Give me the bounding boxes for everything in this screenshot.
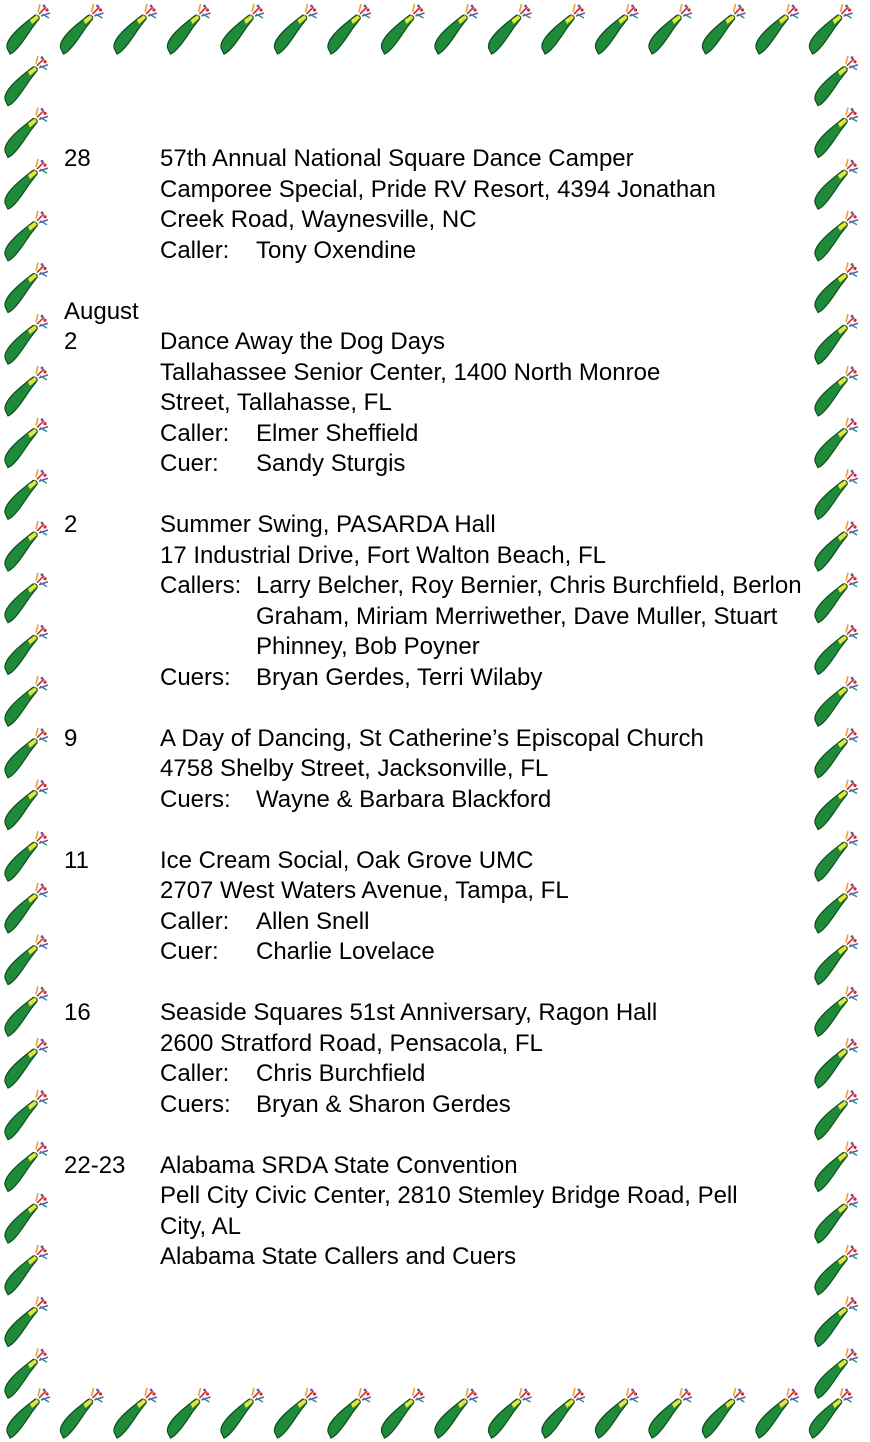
event-role	[160, 937, 814, 968]
champagne-bottle-icon	[5, 159, 48, 209]
event-details	[160, 327, 814, 480]
event-details	[160, 510, 814, 693]
event-line: Camporee Special, Pride RV Resort, 4394 Jonathan	[160, 175, 716, 203]
role-names: Tony Oxendine	[256, 236, 417, 264]
champagne-bottle-icon	[5, 469, 48, 519]
event-entry	[64, 144, 814, 266]
champagne-bottle-icon	[7, 4, 50, 54]
role-names: Allen Snell	[256, 907, 370, 935]
champagne-bottle-icon	[595, 1388, 638, 1438]
champagne-bottle-icon	[5, 935, 48, 985]
champagne-bottle-icon	[815, 159, 858, 209]
event-role	[160, 663, 814, 694]
event-role	[160, 419, 814, 450]
event-line: 57th Annual National Square Dance Camper	[160, 145, 634, 172]
event-details	[160, 144, 814, 266]
event-line: 4758 Shelby Street, Jacksonville, FL	[160, 755, 549, 782]
champagne-bottle-icon	[815, 986, 858, 1036]
role-names: Sandy Sturgis	[256, 450, 406, 477]
champagne-bottle-icon	[5, 573, 48, 623]
champagne-bottle-icon	[167, 4, 210, 54]
champagne-bottle-icon	[381, 4, 424, 54]
champagne-bottle-icon	[114, 1388, 157, 1438]
champagne-bottle-icon	[815, 624, 858, 674]
champagne-bottle-icon	[809, 1388, 852, 1438]
event-entry	[64, 1151, 814, 1273]
event-details	[160, 724, 814, 816]
event-line: Creek Road, Waynesville, NC	[160, 206, 477, 233]
champagne-bottle-icon	[815, 1090, 858, 1140]
champagne-bottle-icon	[435, 4, 478, 54]
role-label: Callers:	[160, 572, 242, 599]
event-date: 16	[64, 999, 91, 1026]
champagne-bottle-icon	[328, 1388, 371, 1438]
champagne-bottle-icon	[221, 4, 264, 54]
champagne-bottle-icon	[542, 1388, 585, 1438]
champagne-bottle-icon	[5, 211, 48, 261]
champagne-bottle-icon	[5, 1141, 48, 1191]
champagne-bottle-icon	[5, 831, 48, 881]
event-entry	[64, 998, 814, 1120]
event-entry	[64, 724, 814, 816]
event-role	[160, 449, 814, 480]
event-line: Summer Swing, PASARDA Hall	[160, 511, 496, 538]
event-role	[160, 907, 814, 938]
champagne-bottle-icon	[815, 573, 858, 623]
champagne-bottle-icon	[274, 4, 317, 54]
event-details	[160, 998, 814, 1120]
champagne-bottle-icon	[815, 211, 858, 261]
event-role	[160, 571, 814, 663]
champagne-bottle-icon	[815, 1193, 858, 1243]
champagne-bottle-icon	[595, 4, 638, 54]
july-events	[64, 144, 814, 266]
champagne-bottle-icon	[815, 1141, 858, 1191]
event-date: 28	[64, 145, 91, 172]
event-line: 2707 West Waters Avenue, Tampa, FL	[160, 877, 569, 904]
champagne-bottle-icon	[5, 1038, 48, 1088]
champagne-bottle-icon	[435, 1388, 478, 1438]
event-line: Ice Cream Social, Oak Grove UMC	[160, 846, 534, 874]
champagne-bottle-icon	[167, 1388, 210, 1438]
event-role	[160, 1059, 814, 1090]
champagne-bottle-icon	[5, 314, 48, 364]
event-date: 2	[64, 511, 78, 538]
champagne-bottle-icon	[815, 418, 858, 468]
event-line: Alabama State Callers and Cuers	[160, 1243, 517, 1270]
role-names: Chris Burchfield	[256, 1060, 426, 1087]
champagne-bottle-icon	[114, 4, 157, 54]
role-label: Cuer:	[160, 450, 219, 477]
event-date: 2	[64, 328, 78, 355]
champagne-bottle-icon	[5, 1193, 48, 1243]
role-label: Cuers:	[160, 785, 231, 813]
champagne-bottle-icon	[5, 1090, 48, 1140]
role-names: Bryan & Sharon Gerdes	[256, 1090, 511, 1118]
champagne-bottle-icon	[5, 418, 48, 468]
event-line: Pell City Civic Center, 2810 Stemley Bridge Road, Pell	[160, 1182, 738, 1209]
event-line: Alabama SRDA State Convention	[160, 1151, 518, 1179]
month-section	[64, 297, 814, 328]
champagne-bottle-icon	[815, 1297, 858, 1347]
event-line: 2600 Stratford Road, Pensacola, FL	[160, 1029, 543, 1057]
champagne-bottle-icon	[649, 1388, 692, 1438]
champagne-bottle-icon	[5, 986, 48, 1036]
event-line: Seaside Squares 51st Anniversary, Ragon Hall	[160, 999, 658, 1026]
champagne-bottle-icon	[756, 1388, 799, 1438]
champagne-bottle-icon	[649, 4, 692, 54]
event-calendar	[64, 144, 814, 1303]
champagne-bottle-icon	[702, 1388, 745, 1438]
champagne-bottle-icon	[756, 4, 799, 54]
champagne-bottle-icon	[221, 1388, 264, 1438]
champagne-bottle-icon	[815, 107, 858, 157]
champagne-bottle-icon	[5, 107, 48, 157]
champagne-bottle-icon	[702, 4, 745, 54]
champagne-bottle-icon	[5, 624, 48, 674]
champagne-bottle-icon	[5, 56, 48, 106]
champagne-bottle-icon	[815, 1038, 858, 1088]
champagne-bottle-icon	[5, 521, 48, 571]
event-role	[160, 236, 814, 267]
champagne-bottle-icon	[5, 883, 48, 933]
event-line: A Day of Dancing, St Catherine’s Episcopal Church	[160, 724, 704, 752]
role-names: Bryan Gerdes, Terri Wilaby	[256, 663, 543, 691]
event-role	[160, 1090, 814, 1121]
role-label: Caller:	[160, 1060, 230, 1087]
role-label: Caller:	[160, 907, 230, 935]
event-line: Tallahassee Senior Center, 1400 North Monroe	[160, 358, 661, 386]
champagne-bottle-icon	[7, 1388, 50, 1438]
role-label: Cuers:	[160, 663, 231, 691]
champagne-bottle-icon	[815, 1348, 858, 1398]
champagne-bottle-icon	[815, 780, 858, 830]
champagne-bottle-icon	[488, 4, 531, 54]
champagne-bottle-icon	[488, 1388, 531, 1438]
champagne-bottle-icon	[5, 366, 48, 416]
champagne-bottle-icon	[328, 4, 371, 54]
champagne-bottle-icon	[274, 1388, 317, 1438]
champagne-bottle-icon	[815, 521, 858, 571]
champagne-bottle-icon	[5, 728, 48, 778]
champagne-bottle-icon	[815, 56, 858, 106]
champagne-bottle-icon	[5, 1348, 48, 1398]
champagne-bottle-icon	[542, 4, 585, 54]
event-details	[160, 1151, 814, 1273]
event-entry	[64, 846, 814, 968]
event-line: City, AL	[160, 1212, 241, 1240]
event-date: 22-23	[64, 1151, 126, 1179]
month-heading: August	[64, 297, 139, 325]
champagne-bottle-icon	[815, 469, 858, 519]
event-entry	[64, 510, 814, 693]
event-line: Street, Tallahasse, FL	[160, 389, 392, 416]
event-details	[160, 846, 814, 968]
champagne-bottle-icon	[381, 1388, 424, 1438]
champagne-bottle-icon	[815, 366, 858, 416]
role-label: Cuers:	[160, 1090, 231, 1118]
role-label: Caller:	[160, 419, 230, 447]
champagne-bottle-icon	[815, 935, 858, 985]
role-names: Elmer Sheffield	[256, 419, 419, 447]
event-date: 9	[64, 724, 78, 752]
champagne-bottle-icon	[5, 780, 48, 830]
event-entry	[64, 327, 814, 480]
role-names: Larry Belcher, Roy Bernier, Chris Burchfield, Berlon Graham, Miriam Merriwether, Dave Muller, Stuart Phinney, Bob Poyner	[256, 572, 802, 660]
champagne-bottle-icon	[815, 728, 858, 778]
role-label: Cuer:	[160, 938, 219, 965]
role-names: Charlie Lovelace	[256, 938, 435, 965]
champagne-bottle-icon	[815, 314, 858, 364]
event-date: 11	[64, 846, 89, 874]
champagne-bottle-icon	[815, 831, 858, 881]
champagne-bottle-icon	[815, 1245, 858, 1295]
champagne-bottle-icon	[815, 883, 858, 933]
august-events	[64, 327, 814, 1273]
champagne-bottle-icon	[60, 1388, 103, 1438]
event-role	[160, 785, 814, 816]
champagne-bottle-icon	[5, 1245, 48, 1295]
champagne-bottle-icon	[5, 1297, 48, 1347]
role-names: Wayne & Barbara Blackford	[256, 785, 552, 813]
champagne-bottle-icon	[60, 4, 103, 54]
champagne-bottle-icon	[5, 263, 48, 313]
champagne-bottle-icon	[809, 4, 852, 54]
event-line: 17 Industrial Drive, Fort Walton Beach, FL	[160, 541, 606, 569]
champagne-bottle-icon	[815, 263, 858, 313]
role-label: Caller:	[160, 236, 230, 264]
champagne-bottle-icon	[815, 676, 858, 726]
event-line: Dance Away the Dog Days	[160, 328, 446, 355]
champagne-bottle-icon	[5, 676, 48, 726]
